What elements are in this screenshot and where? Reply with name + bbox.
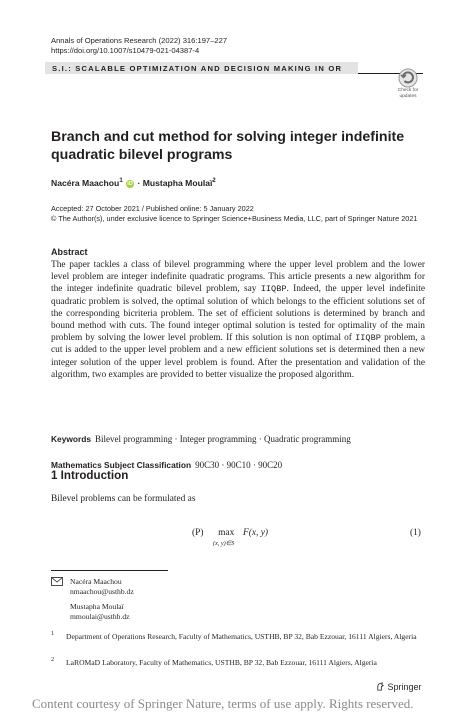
equation-operator: max xyxy=(218,528,235,538)
problem-acronym: IIQBP xyxy=(260,284,287,295)
abstract-segment: . Indeed, the upper level indefinite quadratic problem is solved, the optimal solution of which belongs to the efficient solutions set of the corresponding bicriteria problem. The set of efficient solutions is determined by branch and bound method with cuts. The found integer optimal solution is tested for optimality of the main problem by solving the lower level problem. If this solution is non optimal of xyxy=(51,284,425,344)
publisher-name: Springer xyxy=(387,682,422,692)
abstract-segment: The paper tackles a class of bilevel programming where the upper level problem and the lower level problem are integer indefinite quadratic programs. This article presents a new algorithm for the integer indefinite quadratic bilevel problem, say xyxy=(51,260,425,295)
equation-constraint: (x, y)∈S xyxy=(213,540,235,547)
keywords-text: Bilevel programming · Integer programming · Quadratic programming xyxy=(95,434,351,444)
equation-body: F(x, y) xyxy=(243,528,268,538)
author-name[interactable]: Mustapha Moulaï xyxy=(142,178,213,188)
contact-email[interactable]: mmoulai@usthb.dz xyxy=(70,612,130,621)
copyright-notice: © The Author(s), under exclusive licence to Springer Science+Business Media, LLC, part of Springer Nature 2021 xyxy=(51,214,418,223)
affiliation-marker: 1 xyxy=(119,178,123,185)
msc-codes: 90C30 · 90C10 · 90C20 xyxy=(195,460,283,470)
contact-block xyxy=(70,577,134,597)
publisher-logo xyxy=(376,682,422,692)
courtesy-watermark: Content courtesy of Springer Nature, terms of use apply. Rights reserved. xyxy=(32,696,414,711)
author-name[interactable]: Nacéra Maachou xyxy=(51,178,120,188)
special-issue-label: S.I.: SCALABLE OPTIMIZATION AND DECISION MAKING IN OR xyxy=(52,64,343,73)
equation-number: (1) xyxy=(410,528,421,538)
contact-block xyxy=(70,602,130,622)
journal-citation: Annals of Operations Research (2022) 316:197–227 xyxy=(51,36,228,45)
affiliation-marker: 2 xyxy=(212,178,216,185)
doi-link[interactable]: https://doi.org/10.1007/s10479-021-04387-4 xyxy=(51,46,200,55)
keywords-line xyxy=(51,434,351,444)
intro-paragraph: Bilevel problems can be formulated as xyxy=(51,494,196,504)
contact-name: Nacéra Maachou xyxy=(70,577,122,586)
contact-name: Mustapha Moulaï xyxy=(70,602,124,611)
section-heading: 1 Introduction xyxy=(51,469,129,482)
keywords-label: Keywords xyxy=(51,434,92,444)
author-line xyxy=(51,178,216,188)
contact-email[interactable]: nmaachou@usthb.dz xyxy=(70,587,134,596)
abstract-text xyxy=(51,259,425,381)
orcid-icon[interactable]: iD xyxy=(127,181,133,187)
affiliation-number: 1 xyxy=(51,630,55,637)
publication-dates: Accepted: 27 October 2021 / Published online: 5 January 2022 xyxy=(51,204,254,213)
check-for-updates-label: Check for updates xyxy=(397,88,419,99)
affiliation-text: LaROMaD Laboratory, Faculty of Mathematics, USTHB, BP 32, Bab Ezzouar, 16111 Algiers, Algeria xyxy=(66,658,377,667)
affiliation-text: Department of Operations Research, Faculty of Mathematics, USTHB, BP 32, Bab Ezzouar, 16111 Algiers, Algeria xyxy=(66,632,417,641)
article-title: Branch and cut method for solving integer indefinite quadratic bilevel programs xyxy=(51,129,405,163)
footnote-rule xyxy=(51,570,168,571)
msc-label: Mathematics Subject Classification xyxy=(51,460,192,470)
equation xyxy=(192,528,268,538)
abstract-segment: problem, a cut is added to the upper level problem and a new efficient solutions set is determined then a new integer solution of the upper level problem is found. After the presentation and validation of the algorithm, two examples are provided to better visualize the proposed algorithm. xyxy=(51,333,425,380)
envelope-icon xyxy=(51,576,71,588)
springer-horse-icon xyxy=(376,682,385,691)
problem-acronym: IIQBP xyxy=(355,333,381,344)
author-separator: · xyxy=(137,178,143,188)
affiliation-number: 2 xyxy=(51,656,55,663)
journal-header xyxy=(51,36,227,56)
equation-label: (P) xyxy=(192,528,204,538)
publication-info xyxy=(51,204,417,224)
abstract-heading: Abstract xyxy=(51,247,88,257)
